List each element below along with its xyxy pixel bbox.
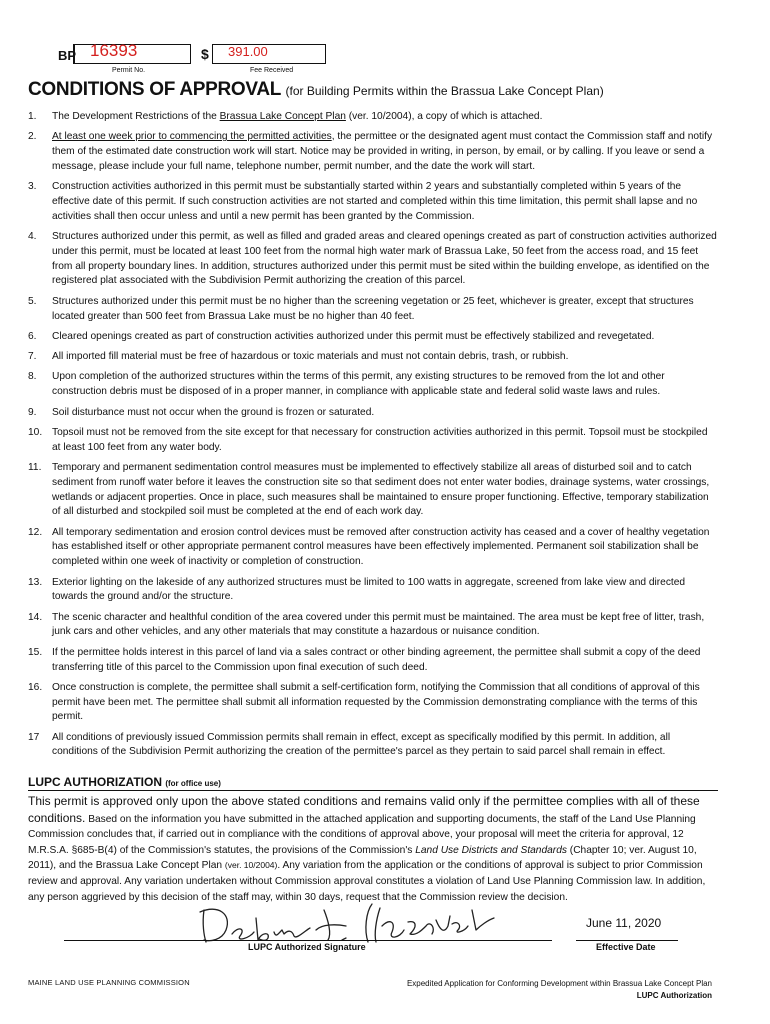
condition-text-underlined: Brassua Lake Concept Plan (219, 111, 346, 122)
condition-text: Once construction is complete, the permittee shall submit a self-certification form, notifying the Commission that all conditions of approval of this permit have been met. The permittee shall submit all information requested by the Commission demonstrating compliance with the terms of this permit. (52, 681, 700, 723)
conditions-list (28, 110, 718, 766)
condition-item (28, 350, 718, 365)
condition-text: Soil disturbance must not occur when the ground is frozen or saturated. (52, 406, 375, 418)
approval-lead: This permit is approved only upon the above stated conditions and remains valid only if the permittee complies with all of these conditions. (28, 794, 700, 825)
condition-item (28, 180, 718, 224)
fee-caption: Fee Received (250, 67, 294, 74)
condition-number: 13. (28, 576, 43, 588)
title-sub: (for Building Permits within the Brassua Lake Concept Plan) (285, 84, 604, 98)
condition-number: 9. (28, 406, 37, 418)
lupc-divider (28, 790, 718, 791)
condition-number: 14. (28, 611, 43, 623)
footer-form-title: Expedited Application for Conforming Development within Brassua Lake Concept Plan (406, 979, 712, 988)
date-line (576, 940, 678, 941)
condition-text (52, 110, 718, 125)
condition-number: 7. (28, 351, 37, 363)
approval-body-1: Based on the information you have submitted in the attached application and supporting documents, the staff of the Land Use Planning Commission concludes that, if carried out in compliance with the conditions of approval above, your proposal will meet the criteria for approval, 12 M.R.S.A. §685-B(4) of the Commission's statutes, the provisions of the Commission's (28, 813, 696, 856)
condition-text (52, 130, 718, 174)
lupc-heading (28, 775, 221, 789)
footer-section: LUPC Authorization (636, 991, 712, 1000)
condition-item (28, 330, 718, 345)
condition-text: Cleared openings created as part of construction activities authorized under this permit must be effectively stabilized and revegetated. (52, 330, 655, 342)
signature-caption: LUPC Authorized Signature (248, 942, 366, 952)
condition-item (28, 130, 718, 174)
condition-item (28, 681, 718, 725)
condition-item (28, 406, 718, 421)
approval-body-2: (Chapter 10; ver. August 10, 2011), and the Brassua Lake Concept Plan (28, 844, 697, 872)
condition-number: 16. (28, 681, 43, 693)
condition-number: 4. (28, 231, 37, 243)
condition-text: All imported fill material must be free of hazardous or toxic materials and must not contain debris, trash, or rubbish. (52, 351, 569, 363)
condition-text: The scenic character and healthful condition of the area covered under this permit must be maintained. The area must be kept free of litter, trash, junk cars and other vehicles, and any other materials that may constitute a hazardous or nuisance condition. (52, 611, 705, 638)
document-title (28, 79, 604, 101)
condition-text: All temporary sedimentation and erosion control devices must be removed after construction activity has ceased and a cover of healthy vegetation has established itself or other appropriate permanent control measures have been effectively implemented. Permanent soil stabilization shall be completed within one week of inactivity or completion of construction. (52, 526, 710, 568)
condition-text: Upon completion of the authorized structures within the terms of this permit, any existing structures to be removed from the lot and other construction debris must be disposed of in a proper manner, in compliance with applicable state and federal solid waste laws and rules. (52, 371, 665, 398)
bp-label: BP (58, 48, 77, 63)
permit-number: 16393 (90, 41, 138, 60)
condition-text-underlined: At least one week prior to commencing the permitted activities (52, 131, 332, 143)
condition-item (28, 230, 718, 289)
condition-text: Structures authorized under this permit must be no higher than the screening vegetation or 25 feet, whichever is greater, except that structures located greater than 500 feet from Brassua Lake must be no higher than 40 feet. (52, 295, 694, 322)
condition-item (28, 526, 718, 570)
title-main: CONDITIONS OF APPROVAL (28, 79, 282, 100)
condition-text-post: , the permittee or the designated agent must contact the Commission staff and notify them of the estimated date construction work will start. Notice may be provided in writing, in person, by email, or by calling. If you leave or send a message, please include your full name, telephone number, permit number, and the date the work will start. (52, 131, 713, 172)
condition-number: 12. (28, 526, 43, 538)
condition-item (28, 576, 718, 606)
permit-number-caption: Permit No. (112, 67, 146, 74)
signature-line (64, 940, 552, 941)
footer-right (400, 978, 712, 1002)
condition-number: 8. (28, 371, 37, 383)
condition-item (28, 611, 718, 641)
condition-text: All conditions of previously issued Commission permits shall remain in effect, except as specifically modified by this permit. In addition, all conditions of the Subdivision Permit authorizing the creation of the permittee's parcel as they pertain to said parcel shall remain in effect. (52, 731, 671, 758)
condition-text: Structures authorized under this permit, as well as filled and graded areas and cleared openings created as part of construction activities authorized under this permit, must be located at least 100 feet from the normal high water mark of Brassua Lake, 50 feet from the access road, and 15 feet from all property boundary lines. In addition, structures authorized under this permit must be sited within the building envelope, as identified on the registered plat associated with the Subdivision Permit authorizing the creation of this parcel. (52, 231, 717, 287)
condition-number: 1. (28, 111, 37, 122)
condition-text: Construction activities authorized in this permit must be substantially started within 2 years and substantially completed within 5 years of the effective date of this permit. If such construction activities are not started and completed within this time limitation, this permit shall lapse and no activities shall then occur unless and until a new permit has been granted by the Commission. (52, 181, 698, 222)
condition-text-pre: The Development Restrictions of the (52, 111, 220, 122)
dollar-sign: $ (201, 46, 209, 62)
condition-item (28, 295, 718, 325)
fee-value: 391.00 (228, 44, 268, 59)
effective-date: June 11, 2020 (586, 916, 662, 930)
condition-text: Temporary and permanent sedimentation control measures must be implemented to effectively stabilize all areas of disturbed soil and to catch sediment from runoff water before it leaves the construction site so that sediment does not enter water bodies, drainage systems, water crossings, wetlands or adjacent properties. Once in place, such measures shall be maintained to ensure proper functioning. Effective, temporary stabilization of all disturbed and stockpiled soil must be completed at the end of each work day. (52, 461, 710, 518)
condition-text: Topsoil must not be removed from the site except for that necessary for construction activities authorized in this permit. Topsoil must be stockpiled at least 100 feet from any water body. (52, 426, 708, 453)
approval-italic: Land Use Districts and Standards (415, 844, 567, 856)
condition-item (28, 646, 718, 676)
condition-item (28, 426, 718, 456)
condition-number: 11. (28, 461, 42, 473)
condition-item (28, 110, 718, 125)
condition-number: 15. (28, 646, 43, 658)
footer-agency: MAINE LAND USE PLANNING COMMISSION (28, 978, 190, 987)
condition-number: 10. (28, 426, 43, 438)
approval-text (28, 794, 718, 905)
condition-item (28, 461, 718, 520)
condition-number: 17 (28, 731, 40, 743)
approval-version: (ver. 10/2004) (224, 860, 278, 871)
condition-item (28, 370, 718, 400)
condition-number: 3. (28, 181, 37, 193)
condition-number: 6. (28, 330, 37, 342)
lupc-heading-text: LUPC AUTHORIZATION (28, 775, 162, 789)
lupc-heading-note: (for office use) (165, 779, 221, 788)
approval-body-3: . Any variation from the application or the conditions of approval is subject to prior Commission review and approval. Any variation undertaken without Commission approval constitutes a violation of Land Use Planning Commission law. In addition, any person aggrieved by this decision of the staff may, within 30 days, request that the Commission review the decision. (28, 860, 706, 903)
condition-number: 2. (28, 131, 37, 143)
condition-text-post: (ver. 10/2004), a copy of which is attached. (345, 111, 543, 122)
condition-text: If the permittee holds interest in this parcel of land via a sales contract or other binding agreement, the permittee shall submit a copy of the deed transferring title of this parcel to the Commission upon final execution of such deed. (52, 646, 701, 673)
condition-text: Exterior lighting on the lakeside of any authorized structures must be limited to 100 watts in aggregate, screened from lake view and directed towards the ground and/or the structure. (52, 576, 686, 603)
effective-date-caption: Effective Date (596, 942, 656, 952)
condition-item (28, 731, 718, 761)
condition-number: 5. (28, 295, 37, 307)
